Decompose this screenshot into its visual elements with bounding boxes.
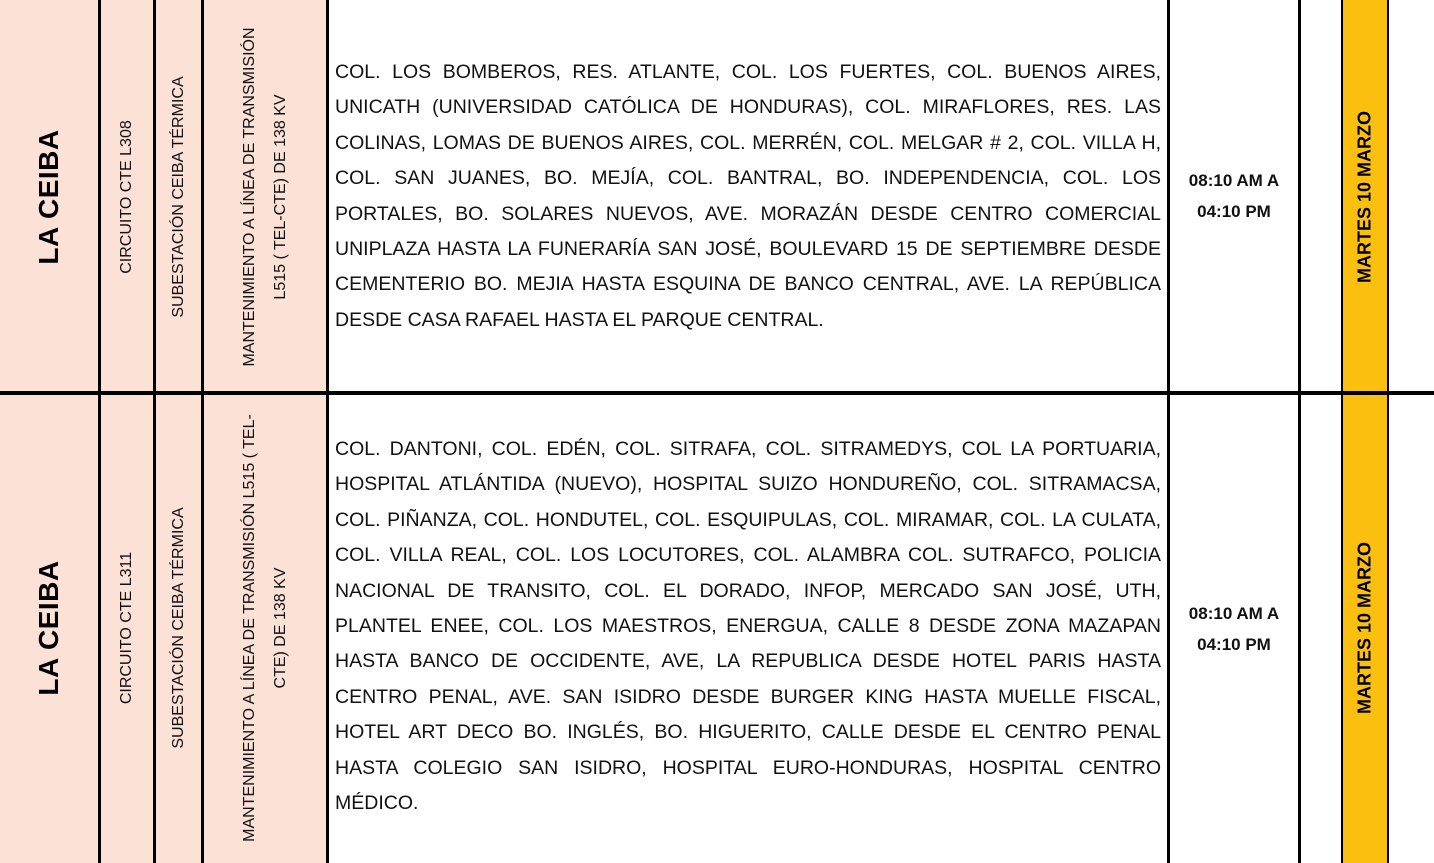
- maintenance-cell: [204, 393, 329, 863]
- time-range: [1170, 598, 1298, 660]
- affected-areas-cell: [329, 393, 1170, 863]
- date-label: MARTES 10 MARZO: [1354, 110, 1375, 283]
- date-label: MARTES 10 MARZO: [1354, 541, 1375, 715]
- time-cell: [1170, 393, 1301, 863]
- date-cell: [1343, 0, 1389, 393]
- circuit-cell: [101, 0, 156, 393]
- affected-areas-text: COL. DANTONI, COL. EDÉN, COL. SITRAFA, COL. SITRAMEDYS, COL LA PORTUARIA, HOSPITAL ATLÁNTIDA (NUEVO), HOSPITAL SUIZO HONDUREÑO, COL. SITRAMACSA, COL. PIÑANZA, COL. HONDUTEL, COL. ESQUIPULAS, COL. MIRAMAR, COL. LA CULATA, COL. VILLA REAL, COL. LOS LOCUTORES, COL. ALAMBRA COL. SUTRAFCO, POLICIA NACIONAL DE TRANSITO, COL. EL DORADO, INFOP, MERCADO SAN JOSÉ, UTH, PLANTEL ENEE, COL. LOS MAESTROS, ENERGUA, CALLE 8 DESDE ZONA MAZAPAN HASTA BANCO DE OCCIDENTE, AVE, LA REPUBLICA DESDE HOTEL PARIS HASTA CENTRO PENAL, AVE. SAN ISIDRO DESDE BURGER KING HASTA MUELLE FISCAL, HOTEL ART DECO BO. INGLÉS, BO. HIGUERITO, CALLE DESDE EL CENTRO PENAL HASTA COLEGIO SAN ISIDRO, HOSPITAL EURO-HONDURAS, HOSPITAL CENTRO MÉDICO.: [335, 438, 1161, 815]
- empty-cell: [1301, 393, 1343, 863]
- time-cell: [1170, 0, 1301, 393]
- empty-cell: [1301, 0, 1343, 393]
- substation-label: SUBESTACIÓN CEIBA TÉRMICA: [169, 507, 187, 749]
- city-cell: [0, 393, 101, 863]
- substation-label: SUBESTACIÓN CEIBA TÉRMICA: [169, 75, 187, 318]
- substation-cell: [156, 393, 204, 863]
- circuit-label: CIRCUITO CTE L311: [118, 551, 135, 705]
- empty-cell: [1389, 0, 1434, 393]
- empty-cell: [1389, 393, 1434, 863]
- circuit-label: CIRCUITO CTE L308: [118, 119, 135, 274]
- date-cell: [1343, 393, 1389, 863]
- circuit-cell: [101, 393, 156, 863]
- substation-cell: [156, 0, 204, 393]
- maintenance-label: MANTENIMIENTO A LÍNEA DE TRANSMISIÓN L515 ( TEL-CTE) DE 138 KV: [241, 414, 289, 842]
- time-end: 04:10 PM: [1197, 635, 1271, 654]
- row-divider: [0, 391, 1434, 395]
- table-row: [0, 393, 1434, 863]
- city-label: LA CEIBA: [33, 560, 64, 696]
- time-start: 08:10 AM A: [1188, 171, 1280, 190]
- affected-areas-cell: [329, 0, 1170, 393]
- time-end: 04:10 PM: [1197, 202, 1271, 221]
- maintenance-cell: [204, 0, 329, 393]
- time-start: 08:10 AM A: [1188, 604, 1280, 623]
- city-cell: [0, 0, 101, 393]
- table-row: [0, 0, 1434, 393]
- affected-areas-text: COL. LOS BOMBEROS, RES. ATLANTE, COL. LOS FUERTES, COL. BUENOS AIRES, UNICATH (UNIVERSIDAD CATÓLICA DE HONDURAS), COL. MIRAFLORES, RES. LAS COLINAS, LOMAS DE BUENOS AIRES, COL. MERRÉN, COL. MELGAR # 2, COL. VILLA H, COL. SAN JUANES, BO. MEJÍA, COL. BANTRAL, BO. INDEPENDENCIA, COL. LOS PORTALES, BO. SOLARES NUEVOS, AVE. MORAZÁN DESDE CENTRO COMERCIAL UNIPLAZA HASTA LA FUNERARÍA SAN JOSÉ, BOULEVARD 15 DE SEPTIEMBRE DESDE CEMENTERIO BO. MEJIA HASTA ESQUINA DE BANCO CENTRAL, AVE. LA REPÚBLICA DESDE CASA RAFAEL HASTA EL PARQUE CENTRAL.: [335, 61, 1161, 331]
- time-range: [1170, 165, 1298, 227]
- city-label: LA CEIBA: [33, 128, 64, 265]
- maintenance-label: MANTENIMIENTO A LÍNEA DE TRANSMISIÓN L515 ( TEL-CTE) DE 138 KV: [241, 26, 289, 367]
